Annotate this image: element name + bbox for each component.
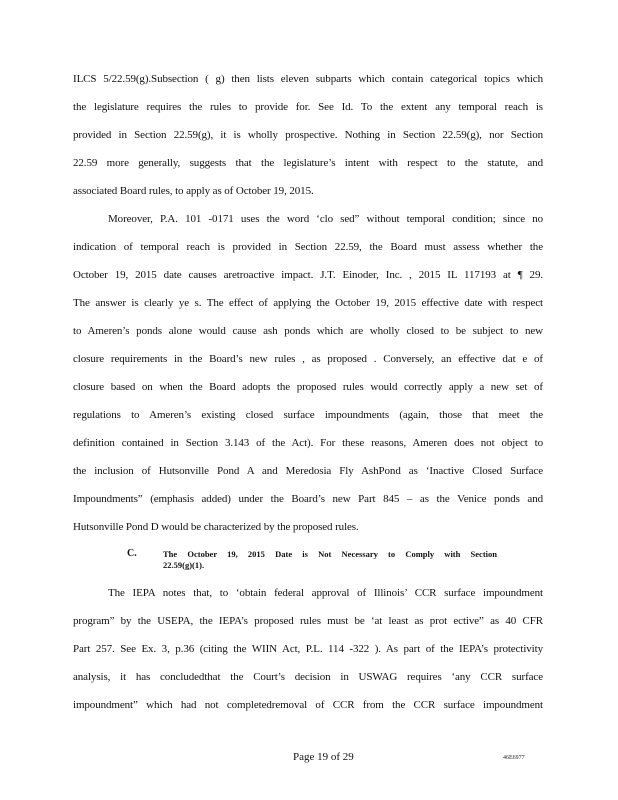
body-line: Part 257. See Ex. 3, p.36 (citing the WIIN Act, P.L. 114 -322 ). As part of the IEPA’s protectivity [73, 643, 543, 655]
page-number: Page 19 of 29 [293, 751, 354, 763]
section-heading-title: The October 19, 2015 Date is Not Necessary to Comply with Section [163, 549, 497, 559]
document-id: 46E6977 [503, 755, 525, 761]
body-line: closure requirements in the Board’s new rules , as proposed . Conversely, an effective dat e of [73, 353, 543, 365]
body-line: regulations to Ameren’s existing closed surface impoundments (again, those that meet the [73, 409, 543, 421]
body-line: definition contained in Section 3.143 of the Act). For these reasons, Ameren does not object to [73, 437, 543, 449]
body-line: the legislature requires the rules to provide for. See Id. To the extent any temporal reach is [73, 101, 543, 113]
body-line: The answer is clearly ye s. The effect of applying the October 19, 2015 effective date with respect [73, 297, 543, 309]
body-line: ILCS 5/22.59(g).Subsection ( g) then lists eleven subparts which contain categorical topics which [73, 73, 543, 85]
body-line: associated Board rules, to apply as of October 19, 2015. [73, 185, 314, 197]
body-line: provided in Section 22.59(g), it is wholly prospective. Nothing in Section 22.59(g), nor Section [73, 129, 543, 141]
body-line: indication of temporal reach is provided in Section 22.59, the Board must assess whether the [73, 241, 543, 253]
body-line: The IEPA notes that, to ‘obtain federal approval of Illinois’ CCR surface impoundment [108, 587, 543, 599]
body-line: October 19, 2015 date causes aretroactive impact. J.T. Einoder, Inc. , 2015 IL 117193 at ¶ 29. [73, 269, 543, 281]
body-line: Impoundments” (emphasis added) under the Board’s new Part 845 – as the Venice ponds and [73, 493, 543, 505]
body-line: analysis, it has concludedthat the Court’s decision in USWAG requires ‘any CCR surface [73, 671, 543, 683]
body-line: 22.59 more generally, suggests that the legislature’s intent with respect to the statute, and [73, 157, 543, 169]
body-line: to Ameren’s ponds alone would cause ash ponds which are wholly closed to be subject to new [73, 325, 543, 337]
body-line: closure based on when the Board adopts the proposed rules would correctly apply a new set of [73, 381, 543, 393]
body-line: Hutsonville Pond D would be characterized by the proposed rules. [73, 521, 359, 533]
body-line: impoundment” which had not completedremoval of CCR from the CCR surface impoundment [73, 699, 543, 711]
section-heading-title-cont: 22.59(g)(1). [163, 560, 205, 570]
section-heading-letter: C. [127, 548, 137, 559]
body-line: program” by the USEPA, the IEPA’s proposed rules must be ‘at least as prot ective” as 40 CFR [73, 615, 543, 627]
body-line: Moreover, P.A. 101 -0171 uses the word ‘clo sed” without temporal condition; since no [108, 213, 543, 225]
body-line: the inclusion of Hutsonville Pond A and Meredosia Fly AshPond as ‘Inactive Closed Surface [73, 465, 543, 477]
